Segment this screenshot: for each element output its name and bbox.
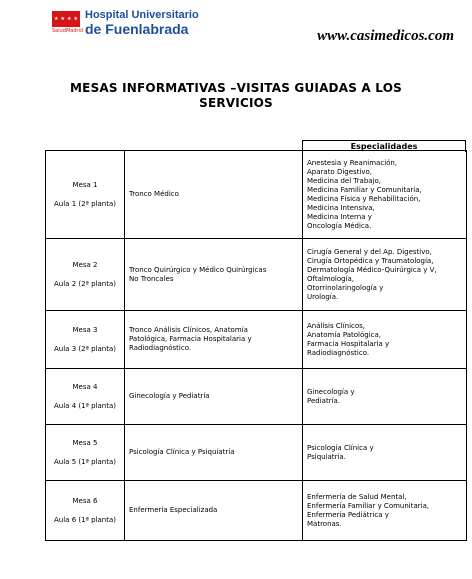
specialty-item: Pediatría. <box>307 396 341 405</box>
specialties-cell <box>303 481 467 541</box>
location-cell <box>46 151 125 239</box>
logo-title-line1: Hospital Universitario <box>85 9 199 21</box>
area-cell <box>125 151 303 239</box>
area-text: Enfermería Especializada <box>129 506 218 514</box>
specialty-item: Psiquiatría. <box>307 452 346 461</box>
area-text: Ginecología y Pediatría <box>129 392 210 400</box>
hospital-logo <box>52 9 212 39</box>
specialty-item: Medicina Física y Rehabilitación, <box>307 194 421 203</box>
madrid-stars-icon: ★ ★ ★ ★ SaludMadrid <box>52 11 80 37</box>
location-cell <box>46 239 125 311</box>
aula-label: Aula 3 (2ª planta) <box>54 344 116 353</box>
specialty-item: Dermatología Médico-Quirúrgica y V, <box>307 265 437 274</box>
page-title: MESAS INFORMATIVAS –VISITAS GUIADAS A LOS SERVICIOS <box>70 81 402 110</box>
location-cell <box>46 311 125 369</box>
specialty-item: Ginecología y <box>307 387 355 396</box>
mesa-label: Mesa 6 <box>72 496 98 505</box>
specialty-item: Radiodiagnóstico. <box>307 348 370 357</box>
site-url[interactable]: www.casimedicos.com <box>317 28 454 44</box>
area-text: Tronco Análisis Clínicos, Anatomía <box>129 326 248 334</box>
mesa-label: Mesa 3 <box>72 325 98 334</box>
area-cell <box>125 311 303 369</box>
specialty-item: Anestesia y Reanimación, <box>307 158 398 167</box>
area-text: Patológica, Farmacia Hospitalaria y <box>129 335 252 343</box>
specialty-item: Medicina Intensiva, <box>307 203 375 212</box>
specialties-cell <box>303 425 467 481</box>
logo-title-line2: de Fuenlabrada <box>85 21 189 37</box>
specialty-item: Análisis Clínicos, <box>307 321 366 330</box>
aula-label: Aula 5 (1ª planta) <box>54 457 116 466</box>
specialty-item: Medicina Interna y <box>307 212 372 221</box>
specialties-cell <box>303 369 467 425</box>
area-text: Tronco Médico <box>129 190 179 198</box>
specialty-item: Otorrinolaringología y <box>307 283 384 292</box>
table-row <box>46 239 467 311</box>
table-row <box>46 425 467 481</box>
mesa-label: Mesa 2 <box>72 260 98 269</box>
table-row <box>46 481 467 541</box>
specialty-item: Cirugía General y del Ap. Digestivo, <box>307 247 432 256</box>
specialties-cell <box>303 239 467 311</box>
aula-label: Aula 6 (1ª planta) <box>54 515 116 524</box>
table-body <box>46 151 467 541</box>
specialty-item: Farmacia Hospitalaria y <box>307 339 390 348</box>
area-cell <box>125 425 303 481</box>
table-row <box>46 311 467 369</box>
specialty-item: Cirugía Ortopédica y Traumatología, <box>307 256 434 265</box>
area-text: No Troncales <box>129 274 174 283</box>
specialty-item: Oncología Médica. <box>307 221 372 230</box>
info-tables-grid <box>45 150 467 541</box>
table-row <box>46 369 467 425</box>
specialty-item: Urología. <box>307 292 339 301</box>
aula-label: Aula 2 (2ª planta) <box>54 279 116 288</box>
mesa-label: Mesa 5 <box>72 438 98 447</box>
specialties-column-header: Especialidades <box>302 140 466 152</box>
specialty-item: Enfermería Pediátrica y <box>307 510 389 519</box>
specialty-item: Aparato Digestivo, <box>307 167 373 176</box>
specialties-cell <box>303 311 467 369</box>
aula-label: Aula 4 (1ª planta) <box>54 401 116 410</box>
specialty-item: Psicología Clínica y <box>307 443 374 452</box>
mesa-label: Mesa 4 <box>72 382 98 391</box>
table-row <box>46 151 467 239</box>
specialty-item: Medicina del Trabajo, <box>307 176 381 185</box>
location-cell <box>46 425 125 481</box>
area-cell <box>125 481 303 541</box>
specialty-item: Oftalmología, <box>307 274 355 283</box>
location-cell <box>46 369 125 425</box>
specialty-item: Enfermería Familiar y Comunitaria, <box>307 501 430 510</box>
area-text: Psicología Clínica y Psiquiatría <box>129 448 235 456</box>
area-cell <box>125 239 303 311</box>
area-text: Tronco Quirúrgico y Médico Quirúrgicas <box>129 265 267 274</box>
aula-label: Aula 1 (2ª planta) <box>54 199 116 208</box>
specialty-item: Medicina Familiar y Comunitaria, <box>307 185 422 194</box>
area-text: Radiodiagnóstico. <box>129 344 192 352</box>
specialty-item: Anatomía Patológica, <box>307 330 382 339</box>
area-cell <box>125 369 303 425</box>
specialties-cell <box>303 151 467 239</box>
logo-subtitle: SaludMadrid <box>52 28 84 34</box>
mesa-label: Mesa 1 <box>72 180 98 189</box>
specialty-item: Matronas. <box>307 519 342 528</box>
specialty-item: Enfermería de Salud Mental, <box>307 492 407 501</box>
location-cell <box>46 481 125 541</box>
